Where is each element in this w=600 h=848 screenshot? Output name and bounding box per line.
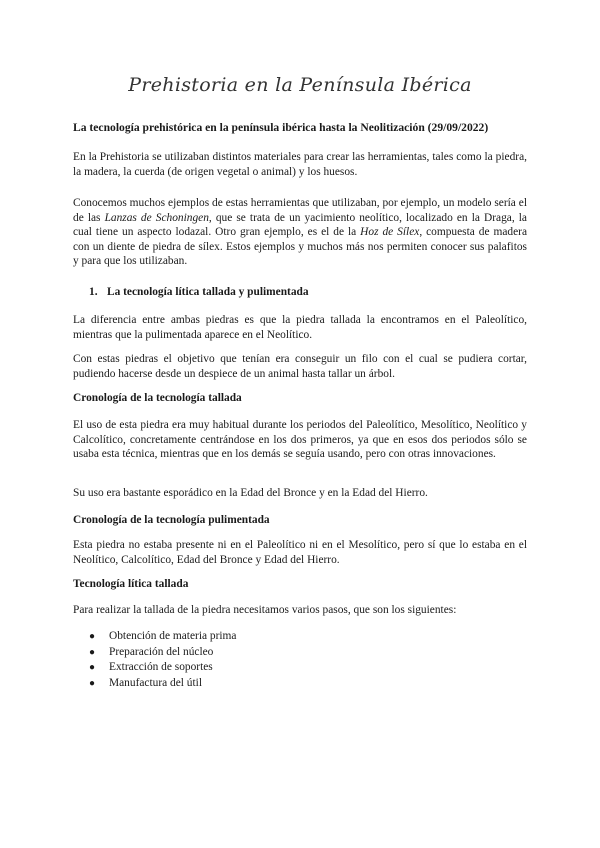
- step-label: Extracción de soportes: [109, 661, 213, 674]
- hoz-emphasis: Hoz de Sílex: [360, 226, 420, 239]
- section-1-number: 1.: [89, 286, 98, 298]
- cronologia-pulimentada-heading: Cronología de la tecnología pulimentada: [73, 514, 270, 526]
- bullet-icon: ●: [89, 662, 96, 674]
- section-1-paragraph-1: La diferencia entre ambas piedras es que la piedra tallada la encontramos en el Paleolítico, mientras que la pulimentada aparece en el Neolítico.: [73, 314, 527, 341]
- bullet-icon: ●: [89, 631, 96, 642]
- examples-paragraph: [73, 196, 527, 269]
- cronologia-tallada-paragraph-1: El uso de esta piedra era muy habitual durante los periodos del Paleolítico, Mesolítico, Neolítico y Calcolítico, concretamente centrándose en los dos primeros, ya que en esos dos periodos sólo se usaba esta técnica, mientras que en los demás se seguía usando, pero con otras innovaciones.: [73, 419, 527, 461]
- tecnologia-litica-heading: Tecnología lítica tallada: [73, 578, 189, 590]
- list-item: [89, 660, 236, 676]
- examples-text-1: Conocemos muchos ejemplos de estas herramientas que utilizaban, por ejemplo, un modelo sería el de las: [73, 197, 527, 224]
- section-1-paragraph-2: Con estas piedras el objetivo que tenían era conseguir un filo con el cual se pudiera cortar, pudiendo hacerse desde un despiece de un animal hasta tallar un árbol.: [73, 353, 527, 380]
- section-1-title: La tecnología lítica tallada y pulimentada: [107, 286, 309, 298]
- main-heading: La tecnología prehistórica en la península ibérica hasta la Neolitización (29/09/2022): [73, 121, 489, 134]
- cronologia-pulimentada-paragraph: Esta piedra no estaba presente ni en el Paleolítico ni en el Mesolítico, pero sí que lo estaba en el Neolítico, Calcolítico, Edad del Bronce y Edad del Hierro.: [73, 539, 527, 566]
- bullet-icon: ●: [89, 677, 96, 689]
- list-item: [89, 629, 236, 645]
- section-1-heading: [89, 286, 309, 298]
- step-label: Manufactura del útil: [109, 676, 202, 689]
- step-label: Preparación del núcleo: [109, 645, 214, 658]
- tecnologia-litica-paragraph: Para realizar la tallada de la piedra necesitamos varios pasos, que son los siguientes:: [73, 604, 457, 616]
- examples-text-3: , compuesta de madera con un diente de piedra de sílex. Estos ejemplos y muchos más nos permiten conocer sus palafitos y para que los utilizaban.: [73, 226, 527, 268]
- document-title: Prehistoria en la Península Ibérica: [128, 74, 472, 96]
- examples-text-2: , que se trata de un yacimiento neolítico, localizado en la Draga, la cual tiene un aspecto lodazal. Otro gran ejemplo, es el de la: [73, 211, 527, 239]
- step-label: Obtención de materia prima: [109, 630, 237, 642]
- list-item: [89, 676, 236, 692]
- cronologia-tallada-paragraph-2: Su uso era bastante esporádico en la Edad del Bronce y en la Edad del Hierro.: [73, 487, 428, 499]
- steps-list: [89, 629, 236, 691]
- list-item: [89, 645, 236, 661]
- intro-paragraph: En la Prehistoria se utilizaban distintos materiales para crear las herramientas, tales como la piedra, la madera, la cuerda (de origen vegetal o animal) y los huesos.: [73, 151, 527, 178]
- cronologia-tallada-heading: Cronología de la tecnología tallada: [73, 392, 242, 404]
- lanzas-emphasis: Lanzas de Schoningen: [104, 211, 209, 224]
- bullet-icon: ●: [89, 646, 96, 658]
